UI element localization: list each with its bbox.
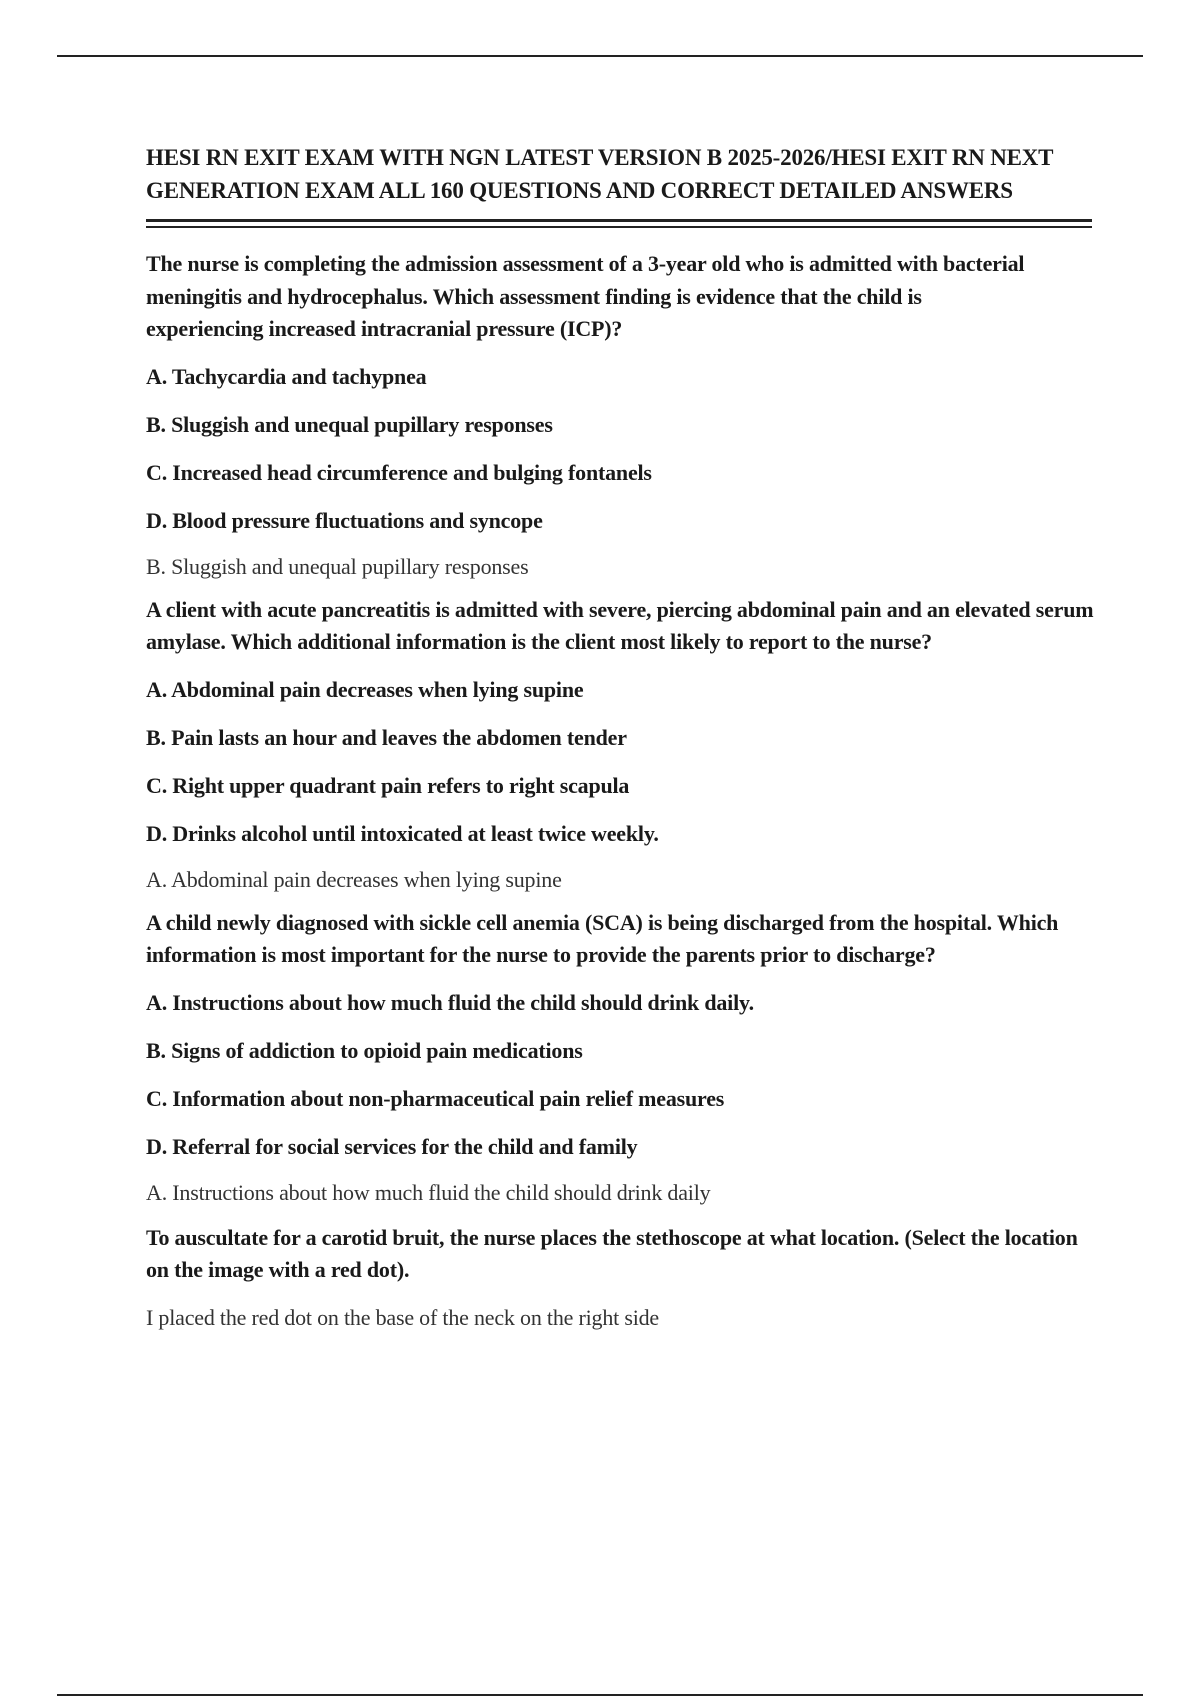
document-body <box>146 142 1096 1333</box>
option-b: B. Pain lasts an hour and leaves the abdomen tender <box>146 724 627 750</box>
answer-text: B. Sluggish and unequal pupillary responses <box>146 553 529 579</box>
answer-text: A. Instructions about how much fluid the child should drink daily <box>146 1179 711 1205</box>
question-text: The nurse is completing the admission assessment of a 3-year old who is admitted with bacterial meningitis and hydrocephalus. Which assessment finding is evidence that the child is experiencing increased intracranial pressure (ICP)? <box>146 251 1025 341</box>
question-text: A child newly diagnosed with sickle cell anemia (SCA) is being discharged from the hospital. Which information is most important for the nurse to provide the parents prior to discharge? <box>146 909 1059 967</box>
answer-text: I placed the red dot on the base of the neck on the right side <box>146 1304 659 1330</box>
question-text: A client with acute pancreatitis is admitted with severe, piercing abdominal pain and an elevated serum amylase. Which additional information is the client most likely to report to the nurse? <box>146 596 1094 654</box>
option-b: B. Sluggish and unequal pupillary responses <box>146 411 553 437</box>
title-double-rule <box>146 219 1092 228</box>
option-c: C. Right upper quadrant pain refers to right scapula <box>146 772 630 798</box>
option-list <box>146 675 1096 849</box>
page-top-rule <box>57 55 1143 57</box>
option-d: D. Blood pressure fluctuations and syncope <box>146 507 543 533</box>
option-d: D. Referral for social services for the child and family <box>146 1133 638 1159</box>
option-b: B. Signs of addiction to opioid pain medications <box>146 1037 583 1063</box>
option-list <box>146 988 1096 1162</box>
answer-text: A. Abdominal pain decreases when lying supine <box>146 866 562 892</box>
document-title: HESI RN EXIT EXAM WITH NGN LATEST VERSION B 2025-2026/HESI EXIT RN NEXT GENERATION EXAM ALL 160 QUESTIONS AND CORRECT DETAILED ANSWERS <box>146 145 1053 203</box>
option-d: D. Drinks alcohol until intoxicated at least twice weekly. <box>146 820 659 846</box>
question-block <box>146 248 1096 582</box>
question-block <box>146 1222 1096 1333</box>
option-c: C. Increased head circumference and bulging fontanels <box>146 459 652 485</box>
option-a: A. Tachycardia and tachypnea <box>146 363 427 389</box>
question-block <box>146 907 1096 1208</box>
option-a: A. Abdominal pain decreases when lying supine <box>146 676 584 702</box>
page-bottom-rule <box>57 1694 1143 1696</box>
question-text: To auscultate for a carotid bruit, the nurse places the stethoscope at what location. (Select the location on the image with a red dot). <box>146 1224 1078 1282</box>
option-a: A. Instructions about how much fluid the child should drink daily. <box>146 989 754 1015</box>
option-list <box>146 362 1096 536</box>
question-block <box>146 594 1096 895</box>
option-c: C. Information about non-pharmaceutical pain relief measures <box>146 1085 725 1111</box>
